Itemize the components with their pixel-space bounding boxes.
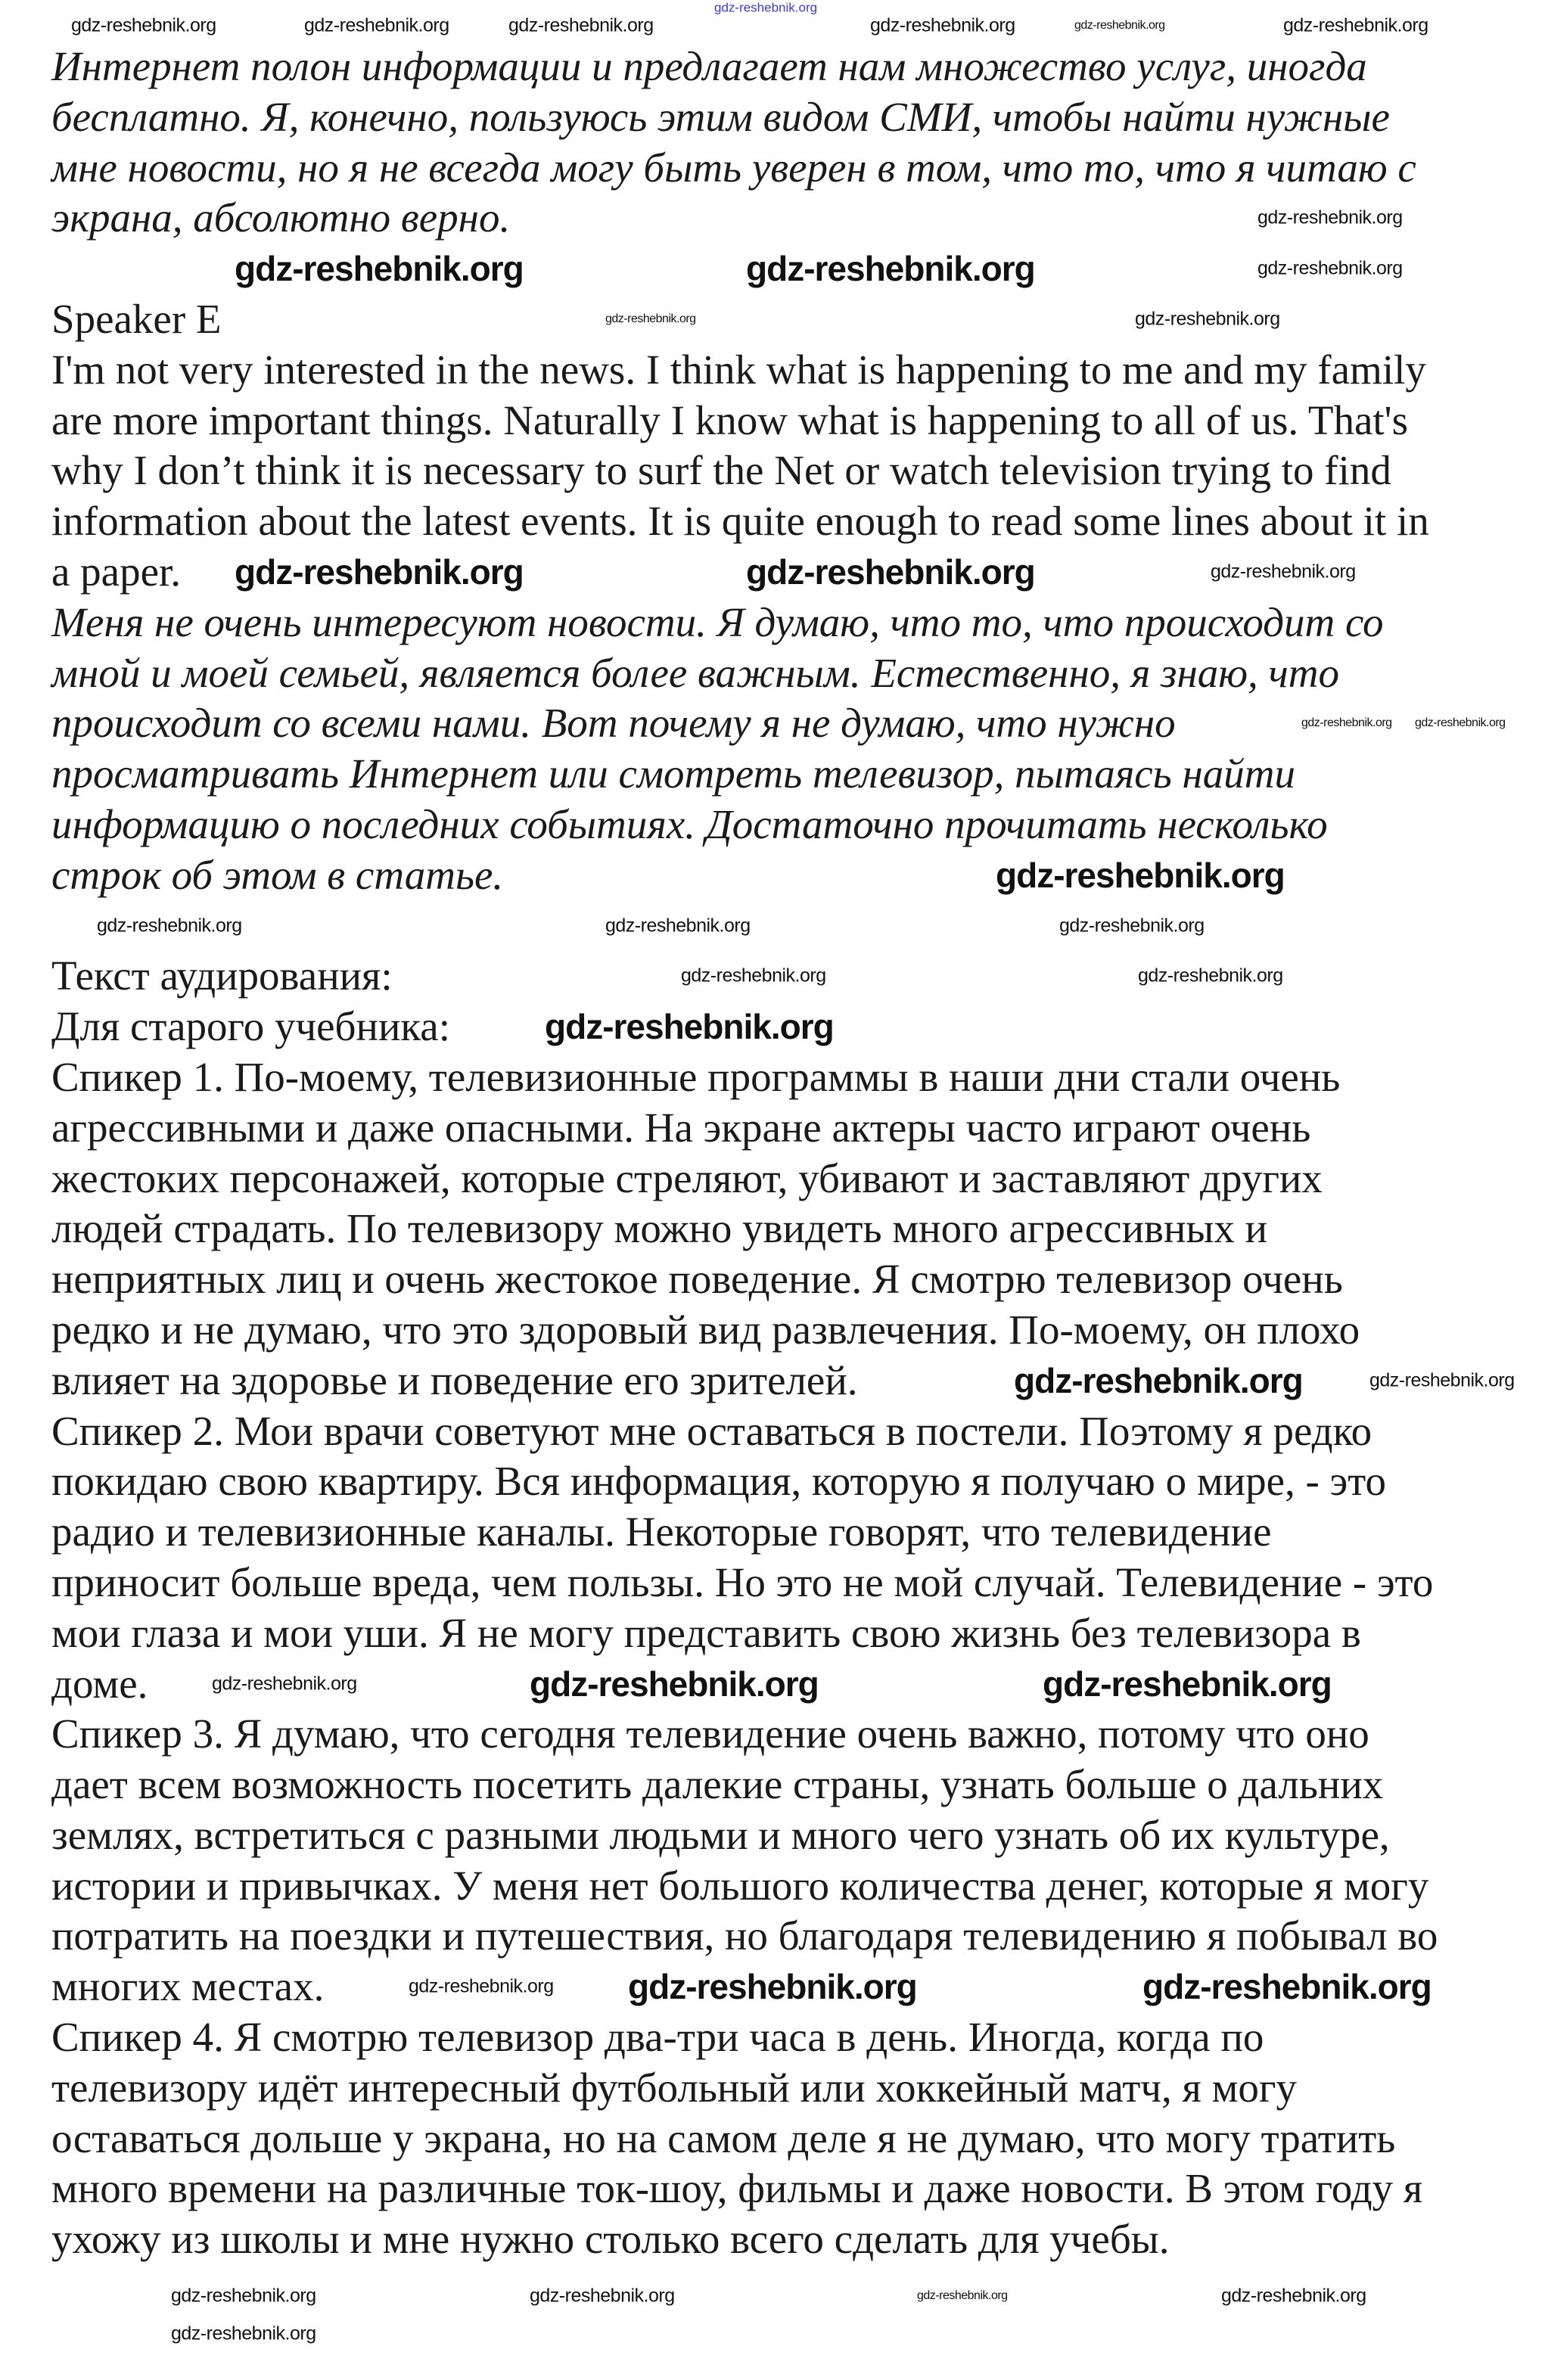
watermark: gdz-reshebnik.org: [71, 14, 216, 36]
text-line: Speaker E: [51, 295, 222, 342]
watermark: gdz-reshebnik.org: [171, 2285, 316, 2307]
watermark: gdz-reshebnik.org: [212, 1673, 357, 1695]
text-line: оставаться дольше у экрана, но на самом деле я не думаю, что могу тратить: [51, 2114, 1396, 2161]
watermark: gdz-reshebnik.org: [545, 1007, 834, 1046]
text-line: Спикер 3. Я думаю, что сегодня телевидение очень важно, потому что оно: [51, 1710, 1369, 1757]
watermark: gdz-reshebnik.org: [714, 0, 818, 15]
text-line: информацию о последних событиях. Достаточно прочитать несколько: [51, 800, 1328, 847]
text-line: дает всем возможность посетить далекие страны, узнать больше о дальних: [51, 1761, 1384, 1808]
text-line: потратить на поездки и путешествия, но благодаря телевидению я побывал во: [51, 1912, 1438, 1959]
watermark: gdz-reshebnik.org: [605, 915, 751, 937]
text-line: приносит больше вреда, чем пользы. Но это не мой случай. Телевидение - это: [51, 1558, 1434, 1605]
text-line: Интернет полон информации и предлагает нам множество услуг, иногда: [51, 43, 1367, 89]
text-line: неприятных лиц и очень жестокое поведение. Я смотрю телевизор очень: [51, 1256, 1343, 1303]
watermark: gdz-reshebnik.org: [409, 1975, 554, 1997]
text-line: Спикер 4. Я смотрю телевизор два-три часа в день. Иногда, когда по: [51, 2014, 1264, 2061]
text-line: происходит со всеми нами. Вот почему я не думаю, что нужно: [51, 700, 1176, 747]
text-line: агрессивными и даже опасными. На экране актеры часто играют очень: [51, 1104, 1311, 1151]
watermark: gdz-reshebnik.org: [1301, 716, 1392, 729]
text-line: доме.: [51, 1660, 148, 1707]
watermark: gdz-reshebnik.org: [1257, 257, 1403, 279]
watermark: gdz-reshebnik.org: [508, 14, 654, 36]
text-line: are more important things. Naturally I know what is happening to all of us. That's: [51, 396, 1408, 443]
watermark: gdz-reshebnik.org: [1211, 561, 1356, 583]
text-line: information about the latest events. It is quite enough to read some lines about it in: [51, 498, 1429, 545]
watermark: gdz-reshebnik.org: [1221, 2285, 1366, 2307]
watermark: gdz-reshebnik.org: [1074, 19, 1165, 32]
watermark: gdz-reshebnik.org: [628, 1967, 917, 2006]
text-line: многих местах.: [51, 1963, 325, 2010]
text-line: мои глаза и мои уши. Я не могу представить свою жизнь без телевизора в: [51, 1609, 1361, 1656]
watermark: gdz-reshebnik.org: [917, 2289, 1008, 2302]
watermark: gdz-reshebnik.org: [1043, 1664, 1332, 1704]
text-line: экрана, абсолютно верно.: [51, 194, 511, 241]
watermark: gdz-reshebnik.org: [171, 2323, 316, 2344]
watermark: gdz-reshebnik.org: [746, 249, 1035, 288]
text-line: бесплатно. Я, конечно, пользуюсь этим видом СМИ, чтобы найти нужные: [51, 93, 1390, 140]
text-line: истории и привычках. У меня нет большого количества денег, которые я могу: [51, 1862, 1429, 1909]
watermark: gdz-reshebnik.org: [1257, 207, 1403, 228]
text-line: строк об этом в статье.: [51, 851, 504, 898]
text-line: мне новости, но я не всегда могу быть уверен в том, что то, что я читаю с: [51, 144, 1416, 191]
watermark: gdz-reshebnik.org: [746, 552, 1035, 592]
watermark: gdz-reshebnik.org: [304, 14, 449, 36]
watermark: gdz-reshebnik.org: [1059, 915, 1205, 937]
text-line: Меня не очень интересуют новости. Я думаю, что то, что происходит со: [51, 598, 1384, 645]
text-line: ухожу из школы и мне нужно столько всего сделать для учебы.: [51, 2216, 1170, 2263]
text-line: a paper.: [51, 548, 182, 595]
watermark: gdz-reshebnik.org: [235, 249, 524, 288]
document-text: [51, 42, 1530, 2265]
watermark: gdz-reshebnik.org: [1014, 1361, 1303, 1400]
watermark: gdz-reshebnik.org: [530, 2285, 675, 2307]
watermark: gdz-reshebnik.org: [996, 856, 1285, 895]
watermark: gdz-reshebnik.org: [97, 915, 242, 937]
text-line: радио и телевизионные каналы. Некоторые говорят, что телевидение: [51, 1508, 1272, 1555]
text-line: телевизору идёт интересный футбольный или хоккейный матч, я могу: [51, 2064, 1297, 2111]
text-line: много времени на различные ток-шоу, фильмы и даже новости. В этом году я: [51, 2165, 1423, 2212]
watermark: gdz-reshebnik.org: [1283, 14, 1428, 36]
text-line: Спикер 2. Мои врачи советуют мне оставаться в постели. Поэтому я редко: [51, 1407, 1372, 1454]
watermark: gdz-reshebnik.org: [1369, 1369, 1515, 1391]
watermark: gdz-reshebnik.org: [605, 312, 696, 325]
watermark: gdz-reshebnik.org: [870, 14, 1015, 36]
text-line: землях, встретиться с разными людьми и много чего узнать об их культуре,: [51, 1811, 1390, 1858]
text-line: Для старого учебника:: [51, 1003, 450, 1050]
text-line: why I don’t think it is necessary to surf the Net or watch television trying to find: [51, 447, 1391, 494]
text-line: просматривать Интернет или смотреть телевизор, пытаясь найти: [51, 750, 1295, 797]
text-line: мной и моей семьей, является более важным. Естественно, я знаю, что: [51, 649, 1340, 696]
text-line: жестоких персонажей, которые стреляют, убивают и заставляют других: [51, 1154, 1323, 1201]
text-line: Спикер 1. По-моему, телевизионные программы в наши дни стали очень: [51, 1053, 1341, 1100]
watermark: gdz-reshebnik.org: [1415, 716, 1506, 729]
text-line: людей страдать. По телевизору можно увидеть много агрессивных и: [51, 1205, 1268, 1252]
watermark: gdz-reshebnik.org: [1142, 1967, 1432, 2006]
watermark: gdz-reshebnik.org: [681, 965, 826, 986]
watermark: gdz-reshebnik.org: [1135, 308, 1280, 330]
text-line: I'm not very interested in the news. I think what is happening to me and my family: [51, 346, 1426, 393]
text-line: влияет на здоровье и поведение его зрителей.: [51, 1356, 858, 1403]
text-line: [51, 901, 1530, 952]
text-line: покидаю свою квартиру. Вся информация, которую я получаю о мире, - это: [51, 1458, 1387, 1505]
text-line: Текст аудирования:: [51, 952, 393, 999]
watermark: gdz-reshebnik.org: [235, 552, 524, 592]
watermark: gdz-reshebnik.org: [530, 1664, 819, 1704]
watermark: gdz-reshebnik.org: [1138, 965, 1283, 986]
text-line: редко и не думаю, что это здоровый вид развлечения. По-моему, он плохо: [51, 1306, 1360, 1353]
